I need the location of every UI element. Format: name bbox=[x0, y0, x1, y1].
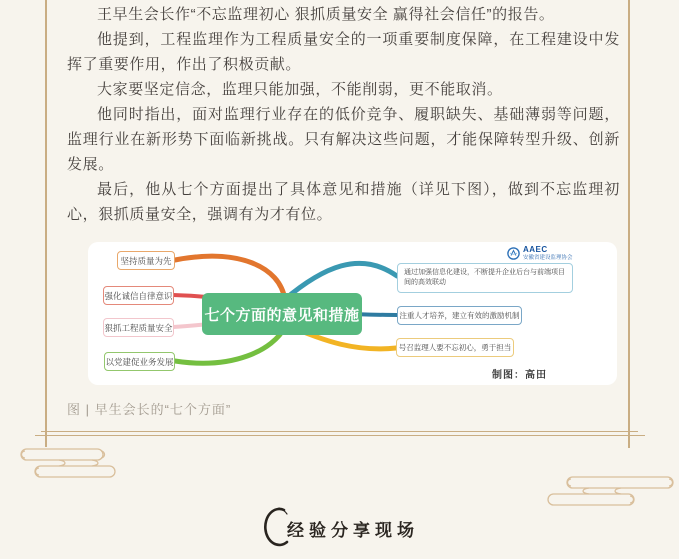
association-logo-name: 安徽省建设监理协会 bbox=[523, 254, 573, 261]
frame-border-right bbox=[628, 0, 630, 448]
mindmap-node-talent: 注重人才培养，建立有效的激励机制 bbox=[397, 306, 522, 325]
cloud-ornament-left bbox=[14, 446, 118, 482]
mindmap-node-quality-first: 坚持质量为先 bbox=[117, 251, 175, 270]
section-heading-label: 经验分享现场 bbox=[287, 520, 419, 540]
article-paragraph: 最后，他从七个方面提出了具体意见和措施（详见下图），做到不忘监理初心，狠抓质量安全，强调有为才有位。 bbox=[67, 181, 620, 223]
article-paragraph: 王早生会长作“不忘监理初心 狠抓质量安全 赢得社会信任”的报告。 bbox=[97, 6, 555, 23]
article-paragraph: 大家要坚定信念，监理只能加强，不能削弱，更不能取消。 bbox=[97, 81, 503, 98]
association-logo-acronym: AAEC bbox=[523, 245, 548, 254]
mindmap-center-topic: 七个方面的意见和措施 bbox=[202, 293, 362, 335]
mindmap-node-party-building: 以党建促业务发展 bbox=[104, 352, 175, 371]
frame-rule-bottom bbox=[35, 435, 645, 436]
mindmap-node-project-quality: 狠抓工程质量安全 bbox=[103, 318, 174, 337]
figure-credit: 制图：高田 bbox=[492, 370, 547, 381]
figure-caption: 图 | 早生会长的“七个方面” bbox=[67, 402, 232, 417]
mindmap-figure[interactable] bbox=[88, 242, 617, 385]
article-body bbox=[67, 2, 620, 227]
association-logo bbox=[507, 246, 573, 261]
frame-rule-top bbox=[41, 431, 638, 432]
frame-border-left bbox=[45, 0, 47, 447]
article-paragraph: 他提到，工程监理作为工程质量安全的一项重要制度保障，在工程建设中发挥了重要作用，作出了积极贡献。 bbox=[67, 31, 620, 73]
mindmap-node-integrity: 强化诚信自律意识 bbox=[103, 286, 174, 305]
mindmap-node-informatization: 通过加强信息化建设，不断提升企业后台与前端项目间的高效联动 bbox=[397, 263, 573, 293]
article-paragraph: 他同时指出，面对监理行业存在的低价竞争、履职缺失、基础薄弱等问题，监理行业在新形势下面临新挑战。只有解决这些问题，才能保障转型升级、创新发展。 bbox=[67, 106, 620, 173]
section-heading bbox=[0, 505, 679, 551]
association-logo-icon bbox=[507, 247, 520, 260]
mindmap-node-original-intention: 号召监理人要不忘初心，勇于担当 bbox=[396, 338, 514, 357]
